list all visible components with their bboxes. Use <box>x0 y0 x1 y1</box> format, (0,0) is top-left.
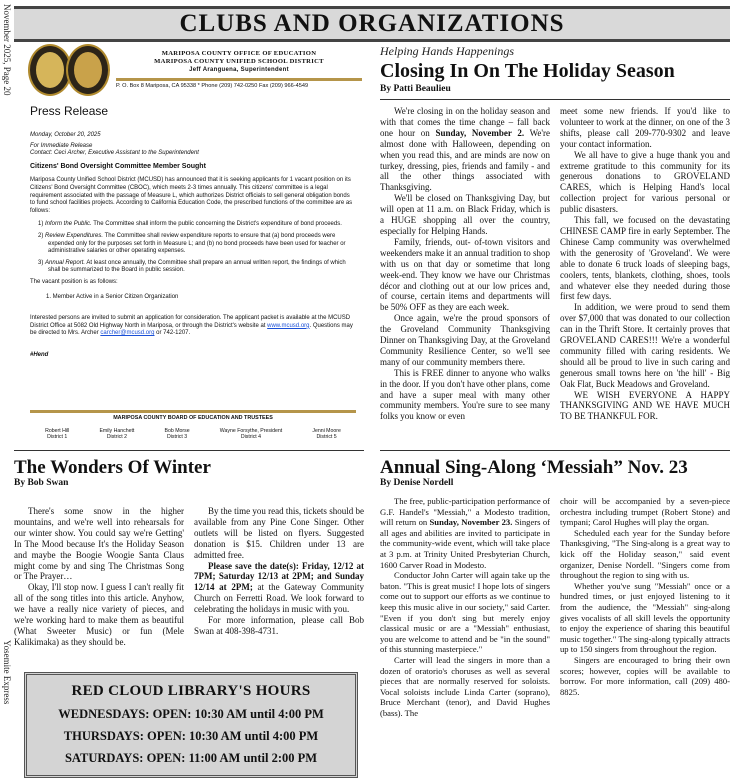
release-intro: Mariposa County Unified School District (MCUSD) has announced that it is seeking applicants for 1 vacant position on its Citizens' Bond Oversight Committee (CBOC), which meets 2-3 times annually. This citizens' committee is a legal requirement associated with the passage of Measure L, which authorizes District officials to sell general obligation bonds to fund school facilities projects. According to California Education Code, the prescribed functions of the committee are as follows: <box>30 177 353 214</box>
letterhead <box>116 50 362 74</box>
paragraph: Please save the date(s): Friday, 12/12 at 7PM; Saturday 12/13 at 2PM; and Sunday 12/14 at 2PM; at the Gateway Community Church on Ferretti Road. We look forward to celebrating the holidays in music with you. <box>194 560 364 615</box>
release-note: For Immediate Release <box>30 142 93 149</box>
paragraph: In addition, we were proud to send them over $7,000 that was donated to our collection can in the Thrift Store. It certainly proves that GROVELAND CARES!!! We're a wonderful community filled with caring residents. We should all be proud to live in such caring and generous small towns here on 'the hill' - Big Oak Flat, Buck Meadows and Groveland. <box>560 302 730 389</box>
paragraph: We're closing in on the holiday season and with that comes the time change – fall back one hour on Sunday, November 2. We're almost done with Halloween, depending on when you read this, and are minds are now on turkey, dressing, pies, friends and family - and all the other things associated with Thanksgiving. <box>380 106 550 193</box>
article-byline: By Denise Nordell <box>380 478 454 488</box>
press-release <box>28 44 362 484</box>
release-heading: Citizens' Bond Oversight Committee Member Sought <box>30 162 206 170</box>
paragraph: meet some new friends. If you'd like to volunteer to work at the dinner, on one of the 3 shifts, please call 209-770-9302 and leave your contact information. <box>560 106 730 149</box>
press-release-title: Press Release <box>30 104 109 118</box>
section-banner <box>14 6 730 42</box>
paragraph: Family, friends, out- of-town visitors and weekenders make it an annual tradition to shop with us on that day or sometime that long week-end. They know we have our Christmas décor and clothing out at our low prices and, of course, certain items and departments will be 50% OFF as they are each week. <box>380 236 550 313</box>
vacant-item: 1. Member Active in a Senior Citizen Organization <box>46 293 179 300</box>
board-of-trustees <box>30 410 356 440</box>
paragraph: We all have to give a huge thank you and extreme gratitude to this community for its generous donations to GROVELAND CARES, which is Helping Hand's local collection project for various personal or public disasters. <box>560 149 730 215</box>
paragraph: We'll be closed on Thanksgiving Day, but will open at 11 a.m. on Black Friday, which is a HUGE shopping all over the country, especially for Helping Hands. <box>380 193 550 236</box>
library-title: RED CLOUD LIBRARY'S HOURS <box>71 683 311 699</box>
paragraph: Conductor John Carter will again take up the baton. "This is great music! I hope lots of singers come out to support our efforts as we continue to keep this music alive in our society," said Carter. "Even if you don't sing but merely enjoy classical music or are a "Messiah" enthusiast, you are welcome to attend and be "in the sound" of this stunning masterpiece." <box>380 570 550 655</box>
board-title: MARIPOSA COUNTY BOARD OF EDUCATION AND TRUSTEES <box>113 415 273 421</box>
org-line-2: MARIPOSA COUNTY UNIFIED SCHOOL DISTRICT <box>154 58 324 65</box>
library-hours-box <box>24 672 358 778</box>
website-link[interactable]: www.mcusd.org <box>267 322 310 329</box>
release-date: Monday, October 20, 2025 <box>30 132 101 138</box>
paragraph: WE WISH EVERYONE A HAPPY THANKSGIVING AND WE HAVE MUCH TO BE THANKFUL FOR. <box>560 389 730 422</box>
paragraph: There's some snow in the higher mountains, and we're well into rehearsals for our winter show. You could say we're Getting' In The Mood because It's the Holiday Season and maybe the Boogie Woogie Santa Claus might come by and sing The Christmas Song or The Prayer… <box>14 506 184 582</box>
article-column <box>194 506 364 648</box>
trustee: Emily Hanchett District 2 <box>99 427 135 440</box>
function-item: 3) Annual Report. At least once annually, the Committee shall prepare an annual written report, the findings of which shall be summarized to the Board in public session. <box>38 259 346 274</box>
release-contact: Contact: Ceci Archer, Executive Assistant to the Superintendent <box>30 150 199 157</box>
trustee: Bob Morse District 3 <box>164 427 190 440</box>
trustee: Robert Hill District 1 <box>45 427 70 440</box>
letterhead-address: P. O. Box 8 Mariposa, CA 95338 * Phone (209) 742-0250 Fax (209) 966-4549 <box>116 83 309 89</box>
paragraph: Once again, we're the proud sponsors of the Groveland Community Thanksgiving Dinner on Thanksgiving Day, at the Groveland Community Resilience Center, so we'll see many of our community members there. <box>380 313 550 367</box>
district-seals <box>28 44 110 100</box>
article-headline: Closing In On The Holiday Season <box>380 60 675 82</box>
paragraph: By the time you read this, tickets should be available from any Pine Cone Singer. Other outlets will be listed on flyers. Suggested donation is $15. Children under 13 are admitted free. <box>194 506 364 560</box>
paragraph: Whether you've sung "Messiah" once or a hundred times, or just enjoyed listening to it from the audience, the "Messiah" sing-along gives vocalists of all skill levels the opportunity to enjoy the experience of sharing this beautiful music together." The sing-along typically attracts up to 150 singers from throughout the region. <box>560 580 730 655</box>
page-date-label: November 2025, Page 20 <box>2 4 12 96</box>
release-end: #Hend <box>30 351 49 358</box>
article-messiah <box>380 450 730 718</box>
section-title: CLUBS AND ORGANIZATIONS <box>179 10 565 37</box>
article-column <box>380 496 550 718</box>
trustee: Jenni Moore District 5 <box>312 427 341 440</box>
paragraph: For more information, please call Bob Swan at 408-398-4731. <box>194 615 364 636</box>
publication-label: Yosemite Express <box>2 640 12 705</box>
paragraph: This fall, we focused on the devastating CHINESE CAMP fire in early September. The Chinese Camp community was overwhelmed with the generosity of 'Groveland'. We were able to donate 6 truck loads of sleeping bags, coolers, tents, blankets, clothing, shoes, tools and whatever else they needed during those first few days. <box>560 215 730 302</box>
press-release-body <box>30 132 354 362</box>
article-kicker: Helping Hands Happenings <box>380 44 514 58</box>
library-hours-row: SATURDAYS: OPEN: 11:00 AM until 2:00 PM <box>64 751 318 765</box>
function-item: 2) Review Expenditures. The Committee shall review expenditure reports to ensure that (a) bond proceeds were expended only for the purposes set forth in Measure L; and (b) no bond proceeds have been used for teacher or administrative salaries or other operating expenses. <box>38 232 346 255</box>
article-column <box>380 106 550 422</box>
article-byline: By Patti Beaulieu <box>380 84 730 100</box>
paragraph: Carter will lead the singers in more than a dozen of oratorio's choruses as well as several pieces that are normally reserved for soloists. Vocal soloists include Linda Carter (soprano), Bruce Merchant (tenor), and David Hughes (bass). The <box>380 654 550 718</box>
library-hours-row: THURSDAYS: OPEN: 10:30 AM until 4:00 PM <box>63 729 319 743</box>
letterhead-divider <box>116 78 362 81</box>
paragraph: Singers are encouraged to bring their own scores; however, copies will be available to borrow. For more information, call (209) 480-8825. <box>560 654 730 697</box>
function-item: 1) Inform the Public. The Committee shall inform the public concerning the District's expenditure of bond proceeds. <box>38 221 342 228</box>
library-hours-row: WEDNESDAYS: OPEN: 10:30 AM until 4:00 PM <box>58 707 324 721</box>
paragraph: Scheduled each year for the Sunday before Thanksgiving, "The Sing-along is a great way to kick off the Holiday season," said event organizer, Denise Nordell. "Singers come from throughout the region to sing with us. <box>560 527 730 581</box>
article-column <box>560 496 730 718</box>
article-column <box>14 506 184 648</box>
email-link[interactable]: carcher@mcusd.org <box>100 330 155 337</box>
article-headline: The Wonders Of Winter <box>14 457 211 478</box>
article-column <box>560 106 730 422</box>
article-byline: By Bob Swan <box>14 478 69 488</box>
article-holiday <box>380 44 730 422</box>
paragraph: choir will be accompanied by a seven-piece orchestra including trumpet (Robert Stone) and tympani; Carol Hughes will play the organ. <box>560 496 730 528</box>
vacant-label: The vacant position is as follows: <box>30 278 118 285</box>
paragraph: This is FREE dinner to anyone who walks in the door. If you don't have other plans, come and have a super meal with many other community members. You're sure to see many folks you know or even <box>380 367 550 422</box>
article-headline: Annual Sing-Along ‘Messiah” Nov. 23 <box>380 457 688 478</box>
org-line-1: MARIPOSA COUNTY OFFICE OF EDUCATION <box>161 50 317 57</box>
butterfly-seal-icon <box>66 44 110 96</box>
superintendent: Jeff Aranguena, Superintendent <box>189 67 289 73</box>
trustee: Wayne Forsythe, President District 4 <box>219 427 283 440</box>
paragraph: Okay, I'll stop now. I guess I can't really fit all of the song titles into this article. Anyhow, we have a really nice variety of pieces, and we're working hard to make them as beautiful (What Sweeter Music) or fun (Mele Kalikimaka) as they should be. <box>14 582 184 647</box>
article-winter <box>14 450 364 648</box>
release-closing: Interested persons are invited to submit an application for consideration. The applicant packet is available at the MCUSD District Office at 5082 Old Highway North in Mariposa, or through the District's website at www.mcusd.org. Questions may be directed to Mrs. Archer carcher@mcusd.org or 742-1207. <box>30 315 353 337</box>
committee-functions <box>38 221 354 275</box>
paragraph: The free, public-participation performance of G.F. Handel's "Messiah," a Modesto tradition, will return on Sunday, November 23. Singers of all ages and abilities are invited to participate in the community-wide event, which will take place at 3 p.m. at Trinity United Presbyterian Church, 1600 Carver Road in Modesto. <box>380 496 550 570</box>
